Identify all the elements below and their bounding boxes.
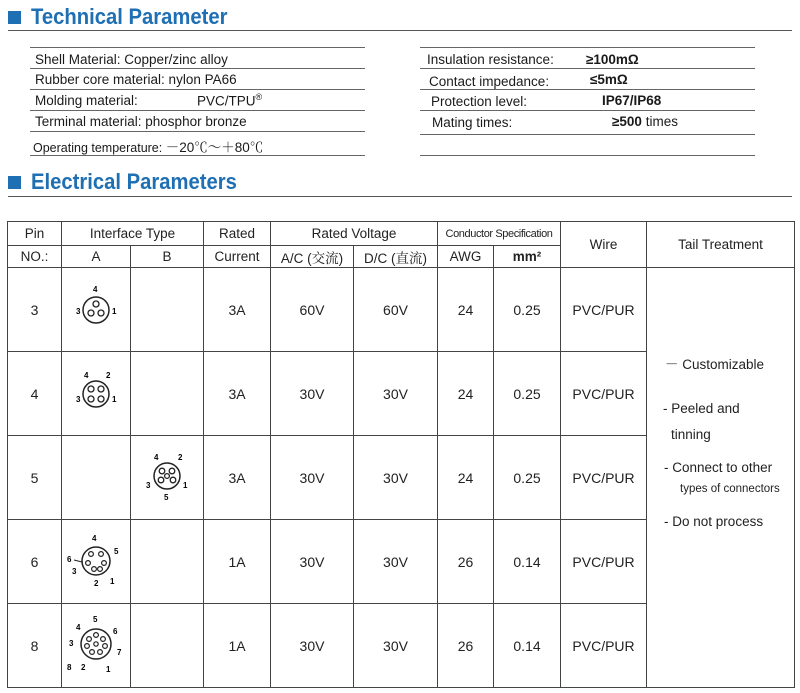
awg-cell: 26 (438, 520, 494, 604)
mm2-cell: 0.25 (494, 436, 561, 520)
svg-text:7: 7 (117, 648, 122, 657)
interface-a-cell (62, 604, 131, 688)
connector-8pin-icon (64, 612, 128, 676)
dc-cell: 30V (354, 520, 438, 604)
ac-cell: 30V (271, 520, 354, 604)
header-awg: AWG (438, 246, 494, 268)
tp-shell: Shell Material: Copper/zinc alloy (35, 52, 228, 67)
row-line (30, 68, 365, 69)
electrical-divider (8, 196, 792, 197)
tail-tinning: tinning (671, 426, 711, 442)
tail-connect: - Connect to other (664, 459, 773, 475)
pin-cell: 6 (8, 520, 62, 604)
section-marker-icon (8, 176, 21, 189)
section-marker-icon (8, 11, 21, 24)
connector-5pin-icon (137, 446, 197, 506)
header-a: A (62, 246, 131, 268)
interface-b-cell (131, 604, 204, 688)
tail-peeled: - Peeled and (663, 400, 740, 416)
connector-6pin-icon (64, 530, 128, 590)
interface-b-cell (131, 436, 204, 520)
tp-rubber: Rubber core material: nylon PA66 (35, 72, 237, 87)
svg-text:6: 6 (67, 555, 72, 564)
header-ac: A/C (交流) (271, 246, 354, 268)
wire-cell: PVC/PUR (561, 352, 647, 436)
row-line (30, 47, 365, 48)
svg-text:3: 3 (76, 395, 81, 404)
svg-text:2: 2 (94, 579, 99, 588)
pin-cell: 3 (8, 268, 62, 352)
interface-b-cell (131, 352, 204, 436)
svg-text:5: 5 (164, 493, 169, 502)
header-wire: Wire (561, 222, 647, 268)
mm2-cell: 0.25 (494, 352, 561, 436)
svg-text:4: 4 (93, 285, 98, 294)
svg-text:3: 3 (76, 307, 81, 316)
svg-text:2: 2 (81, 663, 86, 672)
dc-cell: 30V (354, 604, 438, 688)
header-dc: D/C (直流) (354, 246, 438, 268)
tail-customizable: － Customizable (665, 356, 765, 372)
current-cell: 3A (204, 436, 271, 520)
svg-text:1: 1 (112, 307, 117, 316)
ac-cell: 60V (271, 268, 354, 352)
technical-divider (8, 30, 792, 31)
current-cell: 1A (204, 604, 271, 688)
interface-b-cell (131, 268, 204, 352)
svg-text:4: 4 (76, 623, 81, 632)
awg-cell: 24 (438, 268, 494, 352)
table-row (8, 268, 795, 352)
svg-text:3: 3 (146, 481, 151, 490)
ac-cell: 30V (271, 604, 354, 688)
svg-text:5: 5 (93, 615, 98, 624)
row-line (30, 110, 365, 111)
svg-text:1: 1 (183, 481, 188, 490)
wire-cell: PVC/PUR (561, 604, 647, 688)
tp-insulation-value: ≥100mΩ (586, 52, 639, 67)
svg-text:3: 3 (72, 567, 77, 576)
dc-cell: 30V (354, 352, 438, 436)
svg-text:6: 6 (113, 627, 118, 636)
header-pin-no: NO.: (8, 246, 62, 268)
wire-cell: PVC/PUR (561, 520, 647, 604)
tp-mating-label: Mating times: (432, 115, 513, 130)
row-line (420, 134, 755, 135)
tail-no-process: - Do not process (664, 513, 764, 529)
tp-protection-label: Protection level: (431, 94, 528, 109)
header-conductor: Conductor Specification (438, 222, 561, 246)
pin-cell: 4 (8, 352, 62, 436)
ac-cell: 30V (271, 436, 354, 520)
tail-types: types of connectors (680, 482, 780, 495)
awg-cell: 26 (438, 604, 494, 688)
row-line (30, 155, 365, 156)
tp-mating-value: ≥500 times (612, 114, 678, 129)
pin-cell: 5 (8, 436, 62, 520)
header-current: Current (204, 246, 271, 268)
wire-cell: PVC/PUR (561, 436, 647, 520)
dc-cell: 30V (354, 436, 438, 520)
mm2-cell: 0.25 (494, 268, 561, 352)
connector-3pin-icon (66, 278, 126, 338)
technical-section-header (8, 4, 245, 30)
svg-text:8: 8 (67, 663, 72, 672)
svg-text:1: 1 (112, 395, 117, 404)
row-line (420, 47, 755, 48)
connector-4pin-icon (66, 362, 126, 422)
current-cell: 3A (204, 352, 271, 436)
tp-contact-value: ≤5mΩ (590, 72, 628, 87)
mm2-cell: 0.14 (494, 520, 561, 604)
row-line (30, 89, 365, 90)
row-line (420, 155, 755, 156)
wire-cell: PVC/PUR (561, 268, 647, 352)
row-line (420, 89, 755, 90)
row-line (420, 110, 755, 111)
header-interface: Interface Type (62, 222, 204, 246)
svg-text:1: 1 (110, 577, 115, 586)
mm2-cell: 0.14 (494, 604, 561, 688)
row-line (30, 131, 365, 132)
awg-cell: 24 (438, 352, 494, 436)
header-voltage: Rated Voltage (271, 222, 438, 246)
tail-treatment-cell (647, 268, 795, 688)
svg-text:4: 4 (84, 371, 89, 380)
svg-text:4: 4 (154, 453, 159, 462)
tp-protection-value: IP67/IP68 (602, 93, 662, 108)
header-b: B (131, 246, 204, 268)
interface-a-cell (62, 352, 131, 436)
current-cell: 1A (204, 520, 271, 604)
tp-molding-value: PVC/TPU® (197, 92, 263, 109)
technical-title: Technical Parameter (31, 4, 228, 29)
interface-a-cell (62, 520, 131, 604)
pin-cell: 8 (8, 604, 62, 688)
svg-text:5: 5 (114, 547, 119, 556)
electrical-section-header (8, 169, 255, 195)
svg-text:4: 4 (92, 534, 97, 543)
tp-temperature: Operating temperature: －20℃～＋80℃ (33, 140, 264, 155)
tp-molding-label: Molding material: (35, 93, 138, 108)
header-mm2: mm² (494, 246, 561, 268)
awg-cell: 24 (438, 436, 494, 520)
interface-a-cell (62, 436, 131, 520)
current-cell: 3A (204, 268, 271, 352)
svg-text:2: 2 (106, 371, 111, 380)
tp-contact-label: Contact impedance: (429, 74, 550, 89)
header-tail: Tail Treatment (647, 222, 795, 268)
ac-cell: 30V (271, 352, 354, 436)
interface-b-cell (131, 520, 204, 604)
interface-a-cell (62, 268, 131, 352)
electrical-title: Electrical Parameters (31, 169, 237, 194)
tp-terminal: Terminal material: phosphor bronze (35, 114, 247, 129)
svg-text:1: 1 (106, 665, 111, 674)
svg-text:2: 2 (178, 453, 183, 462)
electrical-table (7, 221, 795, 688)
header-pin: Pin (8, 222, 62, 246)
header-rated: Rated (204, 222, 271, 246)
row-line (420, 68, 755, 69)
tp-insulation-label: Insulation resistance: (427, 52, 554, 67)
svg-text:3: 3 (69, 639, 74, 648)
dc-cell: 60V (354, 268, 438, 352)
